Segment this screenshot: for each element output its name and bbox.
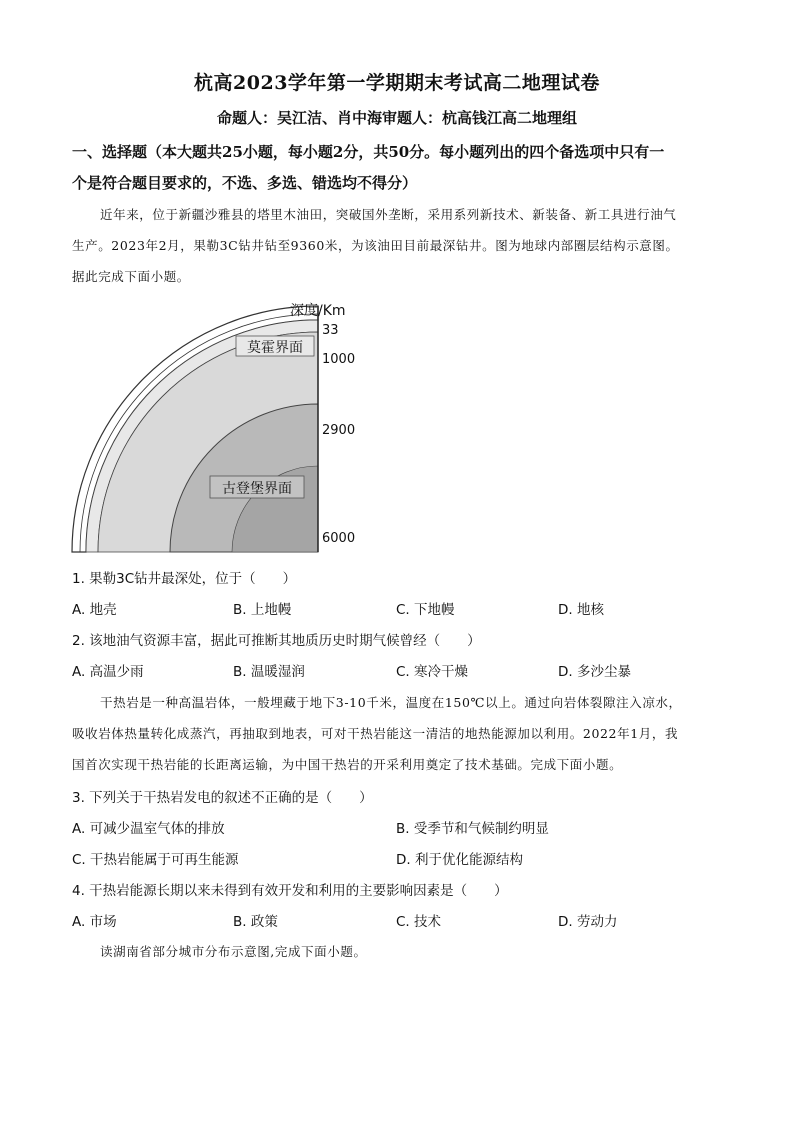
depth-axis-title: 深度/Km (290, 303, 346, 319)
depth-tick-1000: 1000 (322, 352, 356, 367)
question-4-option-b[interactable]: B. 政策 (233, 914, 278, 930)
question-2-option-d[interactable]: D. 多沙尘暴 (558, 664, 631, 680)
passage2-line1: 干热岩是一种高温岩体，一般埋藏于地下3-10千米，温度在150℃以上。通过向岩体裂隙注入凉水， (100, 695, 682, 710)
gutenberg-label: 古登堡界面 (222, 481, 292, 497)
section-heading-line1: 一、选择题（本大题共25小题，每小题2分，共50分。每小题列出的四个备选项中只有一 (72, 143, 665, 161)
question-3-option-a[interactable]: A. 可减少温室气体的排放 (72, 821, 225, 837)
question-1-option-b[interactable]: B. 上地幔 (233, 602, 292, 618)
section-heading-line2: 个是符合题目要求的，不选、多选、错选均不得分） (72, 174, 418, 192)
moho-label: 莫霍界面 (247, 340, 303, 356)
question-2-option-c[interactable]: C. 寒冷干燥 (396, 664, 469, 680)
question-4-option-c[interactable]: C. 技术 (396, 914, 442, 930)
question-4-option-a[interactable]: A. 市场 (72, 914, 117, 930)
exam-authors: 命题人：吴江洁、肖中海审题人：杭高钱江高二地理组 (216, 109, 577, 127)
depth-tick-2900: 2900 (322, 423, 356, 438)
passage2-line3: 国首次实现干热岩能的长距离运输，为中国干热岩的开采利用奠定了技术基础。完成下面小题。 (72, 757, 623, 772)
exam-title: 杭高2023学年第一学期期末考试高二地理试卷 (194, 72, 600, 94)
passage1-line2: 生产。2023年2月，果勒3C钻井钻至9360米，为该油田目前最深钻井。图为地球内部圈层结构示意图。 (72, 238, 679, 253)
question-3-option-b[interactable]: B. 受季节和气候制约明显 (396, 821, 549, 837)
question-1-option-c[interactable]: C. 下地幔 (396, 602, 455, 618)
earth-interior-diagram (60, 296, 370, 554)
depth-tick-33: 33 (322, 323, 339, 338)
passage1-line3: 据此完成下面小题。 (72, 269, 190, 284)
question-2-stem: 2. 该地油气资源丰富，据此可推断其地质历史时期气候曾经（ ） (72, 633, 481, 649)
question-1-stem: 1. 果勒3C钻井最深处，位于（ ） (72, 571, 297, 587)
passage1-line1: 近年来，位于新疆沙雅县的塔里木油田，突破国外垄断，采用系列新技术、新装备、新工具进行油气 (100, 207, 677, 222)
question-3-option-d[interactable]: D. 利于优化能源结构 (396, 852, 523, 868)
question-3-stem: 3. 下列关于干热岩发电的叙述不正确的是（ ） (72, 790, 373, 806)
question-2-option-a[interactable]: A. 高温少雨 (72, 664, 144, 680)
depth-tick-6000: 6000 (322, 531, 356, 546)
question-4-stem: 4. 干热岩能源长期以来未得到有效开发和利用的主要影响因素是（ ） (72, 883, 508, 899)
question-1-option-d[interactable]: D. 地核 (558, 602, 604, 618)
passage3-text: 读湖南省部分城市分布示意图,完成下面小题。 (100, 944, 367, 959)
question-4-option-d[interactable]: D. 劳动力 (558, 914, 618, 930)
question-2-option-b[interactable]: B. 温暖湿润 (233, 664, 305, 680)
question-3-option-c[interactable]: C. 干热岩能属于可再生能源 (72, 852, 239, 868)
passage2-line2: 吸收岩体热量转化成蒸汽，再抽取到地表，可对干热岩能这一清洁的地热能源加以利用。2022年1月，我 (72, 726, 679, 741)
question-1-option-a[interactable]: A. 地壳 (72, 602, 117, 618)
